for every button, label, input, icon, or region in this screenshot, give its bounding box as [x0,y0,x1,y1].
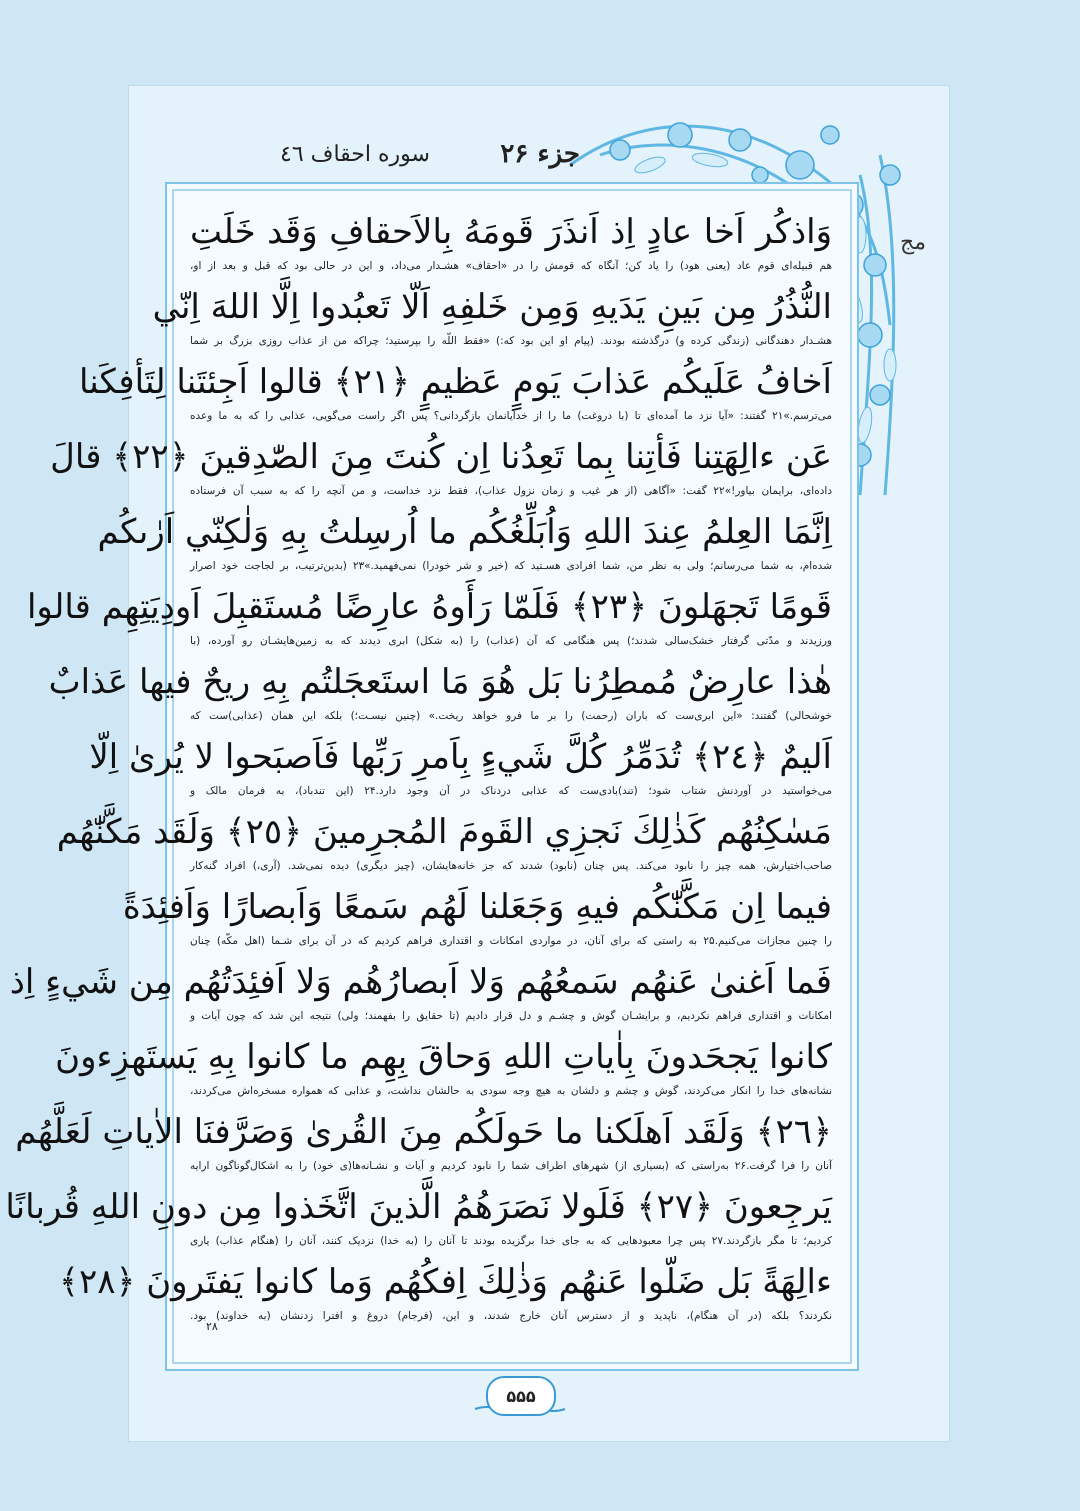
verse-block [5,210,832,1335]
verse-line: فَما اَغنىٰ عَنهُم سَمعُهُم وَلا اَبصارُهُم وَلا اَفئِدَتُهُم مِن شَيءٍ اِذ [9,962,832,1002]
verse-line: اِنَّمَا العِلمُ عِندَ اللهِ وَاُبَلِّغُكُم ما اُرسِلتُ بِهِ وَلٰكِنّي اَرٰىكُم [97,512,832,552]
translation-line: نشانه‌های خدا را انکار می‌کردند، گوش و چشم و دلشان به هیچ وجه سودی به حالشان نداشت، و عذابی که همواره مسخره‌اش می‌کردند، [190,1085,832,1097]
footnote-number: ۲۸ [206,1320,218,1333]
translation-line: داده‌ای، برایمان بیاور!»۲۲ گفت: «آگاهی (از هر غیب و زمان نزول عذاب)، فقط نزد خداست، و من آنچه را که به سبب آن فرستاده [190,485,832,497]
page-header [280,132,580,176]
juz-label: جزء ۲۶ [500,139,580,169]
translation-line: می‌خواستید در آوردنش شتاب شود؛ (تند)بادی‌ست که عذابی دردناک در آن وجود دارد.۲۴ (این تندباد)، به فرمان مالک و [190,785,832,797]
translation-line: خوشحالی) گفتند: «این ابری‌ست که باران (رحمت) را بر ما فرو خواهد ریخت.» (چنین نیسـت؛) بلکه این همان (عذابی)ست که [190,710,832,722]
translation-line: می‌ترسم.»۲۱ گفتند: «آیا نزد ما آمده‌ای تا (با دروغت) ما را از خدایانمان بازگردانی؟ پس اگر راست می‌گویی، عذابی را که به ما وعده [190,410,832,422]
translation-line: صاحب‌اختیارش، همه چیز را نابود می‌کند. پس چنان (نابود) شدند که جز خانه‌هایشان، (چیز دیگری) دیده نمی‌شد. (آری،) افراد گنه‌کار [190,860,832,872]
verse-line: مَسٰكِنُهُم كَذٰلِكَ نَجزِي القَومَ المُجرِمينَ ﴿٢٥﴾ وَلَقَد مَكَّنّٰهُم [56,812,832,852]
verse-line: عَن ءالِهَتِنا فَأتِنا بِما تَعِدُنا اِن كُنتَ مِنَ الصّٰدِقينَ ﴿٢٢﴾ قالَ [50,437,832,477]
page-number: ۵۵۵ [486,1376,556,1416]
translation-line: امکانات و اقتداری فراهم نکردیم، و برایشـان گوش و چشـم و دل قرار دادیم (تا حقایق را بفهمند؛ ولی) نتیجه این شد که چون آیات و [190,1010,832,1022]
translation-line: شده‌ام، به شما می‌رسانم؛ ولی به نظر من، شما افرادی هسـتید که (خیر و شر خودرا) نمی‌فهمید.»۲۳ (بدین‌ترتیب، بر لجاجت خود اصرار [190,560,832,572]
sajdah-mark: مج [900,229,926,255]
translation-line: نکردند؟ بلکه (در آن هنگام)، ناپدید و از دسترس آنان خارج شدند، و این، (فرجام) دروغ و افترا زدنشان (به خداوند) بود. [190,1310,832,1322]
translation-line: کردیم؛ تا مگر بازگردند.۲۷ پس چرا معبودهایی که به جای خدا برگزیده بودند تا آنان را (به خدا) نزدیک کنند، آنان را (هنگام عذاب) یاری [190,1235,832,1247]
verse-line: ءالِهَةً بَل ضَلّوا عَنهُم وَذٰلِكَ اِفكُهُم وَما كانوا يَفتَرونَ ﴿٢٨﴾ [59,1262,832,1302]
verse-line: وَاذكُر اَخا عادٍ اِذ اَنذَرَ قَومَهُ بِالاَحقافِ وَقَد خَلَتِ [190,212,832,252]
verse-line: ﴿٢٦﴾ وَلَقَد اَهلَكنا ما حَولَكُم مِنَ القُرىٰ وَصَرَّفنَا الاٰياتِ لَعَلَّهُم [15,1112,832,1152]
translation-line: هشـدار دهندگانی (زندگی کرده و) درگذشته بودند. (پیام او این بود که:) «فقط اللّه را بپرستید؛ چراکه من از عذاب روزی بزرگ بر شما [190,335,832,347]
verse-line: هٰذا عارِضٌ مُمطِرُنا بَل هُوَ مَا استَعجَلتُم بِهِ ريحٌ فيها عَذابٌ [48,662,832,702]
verse-line: النُّذُرُ مِن بَينِ يَدَيهِ وَمِن خَلفِهِ اَلّا تَعبُدوا اِلَّا اللهَ اِنّي [152,287,832,327]
translation-line: آنان را فرا گرفت.۲۶ به‌راستی که (بسیاری از) شهرهای اطراف شما را نابود کردیم و آیات و نشـانه‌ها(ی خود) را به اشکال‌گوناگون ارایه [190,1160,832,1172]
translation-line: هم قبیله‌ای قوم عاد (یعنی هود) را یاد کن؛ آنگاه که قومش را در «احقاف» هشـدار می‌داد، و این در حالی بود که قبل و بعد از او، [190,260,832,272]
verse-line: قَومًا تَجهَلونَ ﴿٢٣﴾ فَلَمّا رَأَوهُ عارِضًا مُستَقبِلَ اَودِيَتِهِم قالوا [26,587,832,627]
verse-line: اَليمٌ ﴿٢٤﴾ تُدَمِّرُ كُلَّ شَيءٍ بِاَمرِ رَبِّها فَاَصبَحوا لا يُرىٰ اِلّا [89,737,832,777]
translation-line: را چنین مجازات می‌کنیم.۲۵ به راستی که برای آنان، در مواردی امکانات و اقتداری فراهم کردیم که در آن برای شـما (اهل مکّه) چنان [190,935,832,947]
verse-line: فيما اِن مَكَّنّٰكُم فيهِ وَجَعَلنا لَهُم سَمعًا وَاَبصارًا وَاَفئِدَةً [122,887,832,927]
verse-line: كانوا يَجحَدونَ بِاٰياتِ اللهِ وَحاقَ بِهِم ما كانوا بِهِ يَستَهزِءونَ [55,1037,832,1077]
translation-line: ورزیدند و مدّتی گرفتار خشک‌سالی شدند؛) پس هنگامی که آن (عذاب) را (به شکل) ابری دیدند که به زمین‌هایشـان رو آورده، (با [190,635,832,647]
verse-line: اَخافُ عَلَيكُم عَذابَ يَومٍ عَظيمٍ ﴿٢١﴾ قالوا اَجِئتَنا لِتَأفِكَنا [78,362,832,402]
surah-label: سوره احقاف ٤٦ [280,141,430,167]
verse-line: يَرجِعونَ ﴿٢٧﴾ فَلَولا نَصَرَهُمُ الَّذينَ اتَّخَذوا مِن دونِ اللهِ قُربانًا [5,1187,832,1227]
